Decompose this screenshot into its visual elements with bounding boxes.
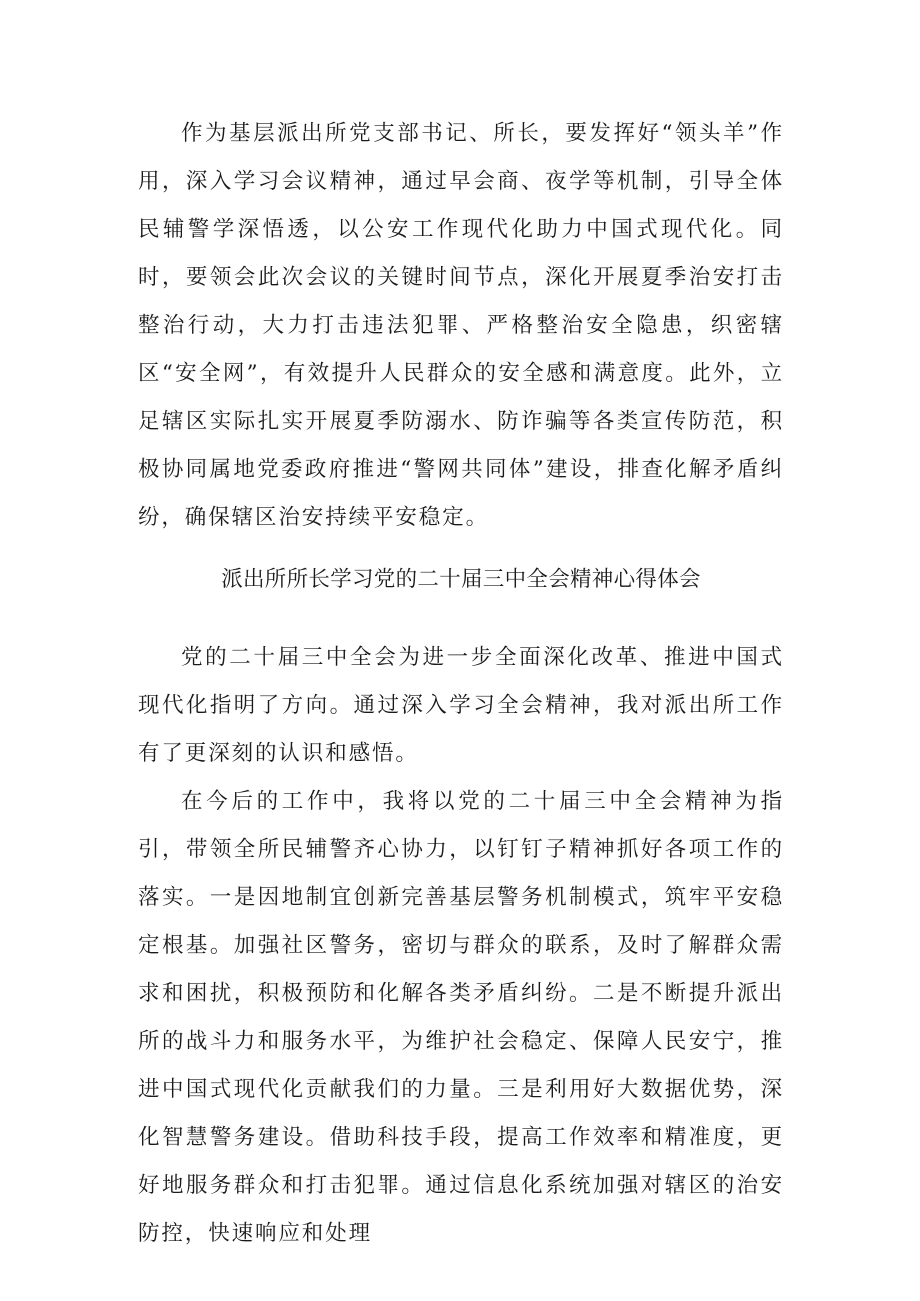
body-paragraph: 党的二十届三中全会为进一步全面深化改革、推进中国式现代化指明了方向。通过深入学习全会精神，我对派出所工作有了更深刻的认识和感悟。 bbox=[138, 645, 784, 766]
body-paragraph: 在今后的工作中，我将以党的二十届三中全会精神为指引，带领全所民辅警齐心协力，以钉钉子精神抓好各项工作的落实。一是因地制宜创新完善基层警务机制模式，筑牢平安稳定根基。加强社区警务，密切与群众的联系，及时了解群众需求和困扰，积极预防和化解各类矛盾纠纷。二是不断提升派出所的战斗力和服务水平，为维护社会稳定、保障人民安宁，推进中国式现代化贡献我们的力量。三是利用好大数据优势，深化智慧警务建设。借助科技手段，提高工作效率和精准度，更好地服务群众和打击犯罪。通过信息化系统加强对辖区的治安防控，快速响应和处理 bbox=[138, 789, 784, 1246]
body-paragraph: 作为基层派出所党支部书记、所长，要发挥好“领头羊”作用，深入学习会议精神，通过早会商、夜学等机制，引导全体民辅警学深悟透，以公安工作现代化助力中国式现代化。同时，要领会此次会议的关键时间节点，深化开展夏季治安打击整治行动，大力打击违法犯罪、严格整治安全隐患，织密辖区“安全网”，有效提升人民群众的安全感和满意度。此外，立足辖区实际扎实开展夏季防溺水、防诈骗等各类宣传防范，积极协同属地党委政府推进“警网共同体”建设，排查化解矛盾纠纷，确保辖区治安持续平安稳定。 bbox=[138, 121, 784, 530]
section-title: 派出所所长学习党的二十届三中全会精神心得体会 bbox=[221, 567, 701, 592]
